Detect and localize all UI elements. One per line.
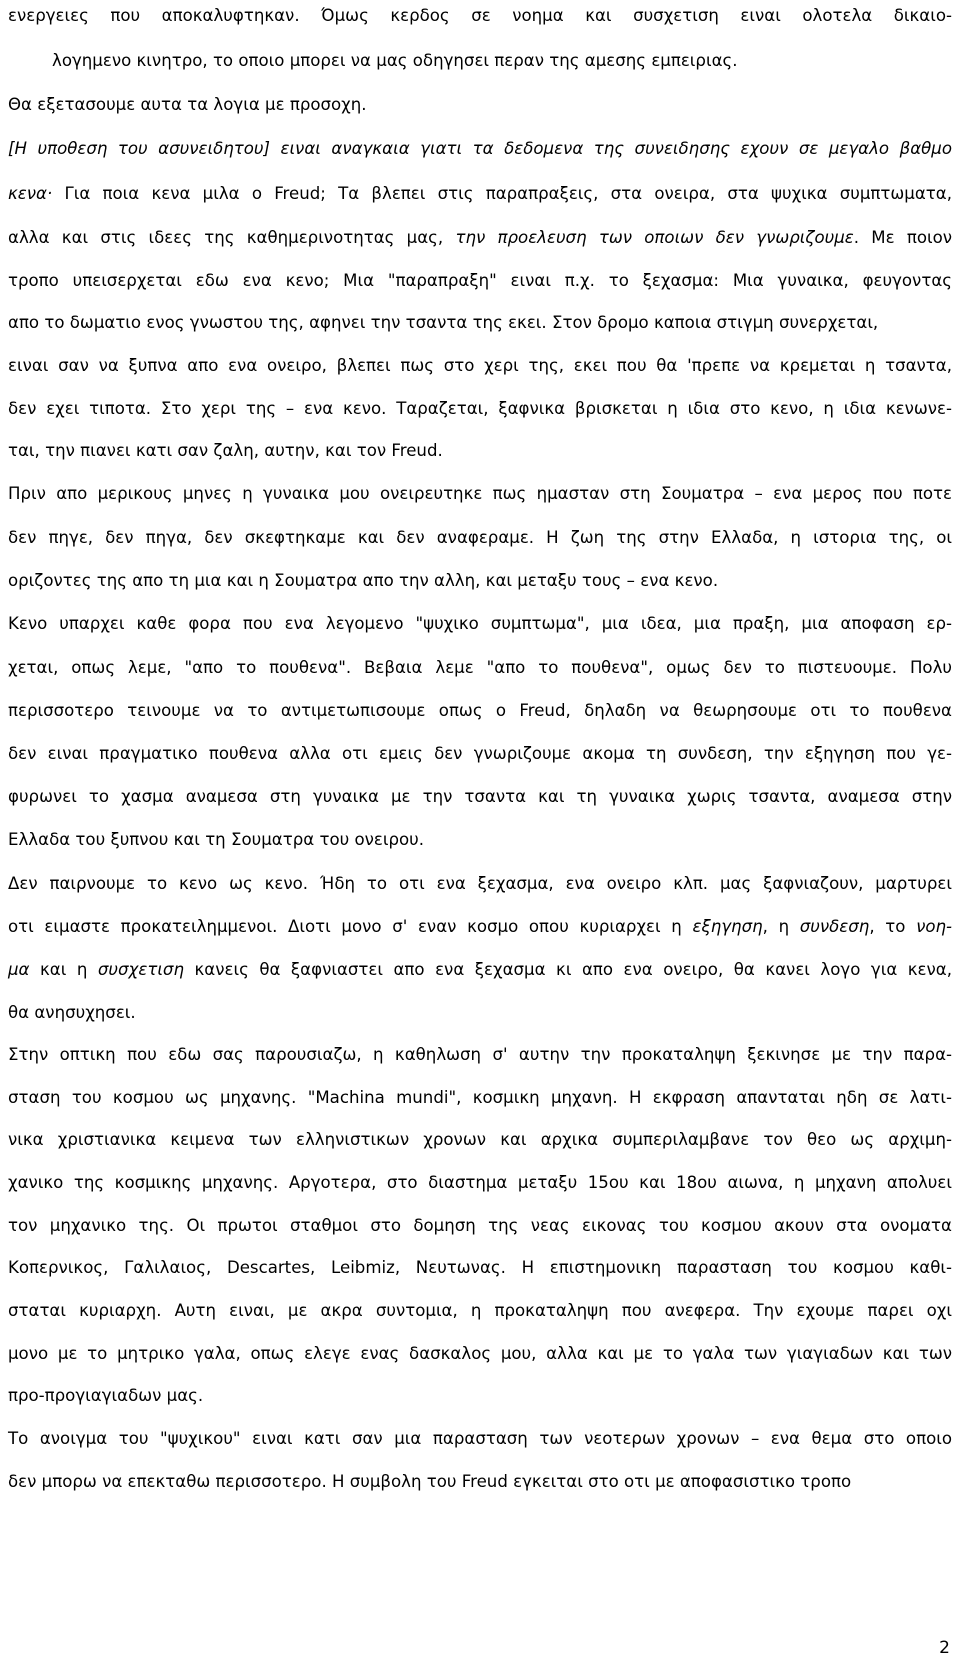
text-line: [8, 787, 952, 807]
text-segment: δεν πηγε, δεν πηγα, δεν σκεφτηκαμε και δεν αναφεραμε. Η ζωη της στην Ελλαδα, η ιστορια της, οι: [8, 528, 952, 547]
text-segment: Πριν απο μερικους μηνες η γυναικα μου ονειρευτηκε πως ημασταν στη Σουματρα – ενα μερος που ποτε: [8, 484, 952, 503]
page-number: 2: [939, 1638, 950, 1658]
text-line: [8, 614, 952, 634]
text-line: [8, 1429, 952, 1449]
text-segment: οτι ειμαστε προκατειλημμενοι. Διοτι μονο σ' εναν κοσμο οπου κυριαρχει η: [8, 917, 693, 936]
text-line: [8, 139, 952, 159]
text-segment: κανεις θα ξαφνιαστει απο ενα ξεχασμα κι απο ενα ονειρο, θα κανει λογο για κενα,: [183, 960, 952, 979]
text-line: [8, 228, 952, 248]
text-segment: δεν μπορω να επεκταθω περισσοτερο. Η συμβολη του Freud εγκειται στο οτι με αποφασιστικο τροπο: [8, 1472, 852, 1491]
text-segment: σταση του κοσμου ως μηχανης. "Machina mundi", κοσμικη μηχανη. Η εκφραση απανταται ηδη σε λατι-: [8, 1088, 952, 1107]
text-segment: δεν εχει τιποτα. Στο χερι της – ενα κενο. Ταραζεται, ξαφνικα βρισκεται η ιδια στο κενο, η ιδια κενωνε-: [8, 399, 952, 418]
text-segment: περισσοτερο τεινουμε να το αντιμετωπισουμε οπως ο Freud, δηλαδη να θεωρησουμε οτι το πουθενα: [8, 701, 952, 720]
text-segment: Για ποια κενα μιλα ο Freud; Τα βλεπει στις παραπραξεις, στα ονειρα, στα ψυχικα συμπτωματα,: [64, 184, 952, 203]
text-line: [8, 1003, 952, 1023]
text-segment: μονο με το μητρικο γαλα, οπως ελεγε ενας δασκαλος μου, αλλα και με το γαλα των γιαγιαδων και των: [8, 1344, 952, 1363]
text-line: [8, 271, 952, 291]
text-line: [8, 6, 952, 26]
italic-text: συνδεση: [799, 917, 870, 936]
text-line: [8, 441, 952, 461]
italic-text: μα: [8, 960, 30, 979]
text-segment: φυρωνει το χασμα αναμεσα στη γυναικα με την τσαντα και τη γυναικα χωρις τσαντα, αναμεσα στην: [8, 787, 952, 806]
text-line: [8, 917, 952, 937]
text-segment: αλλα και στις ιδεες της καθημερινοτητας μας,: [8, 228, 456, 247]
text-segment: χεται, οπως λεμε, "απο το πουθενα". Βεβαια λεμε "απο το πουθενα", ομως δεν το πιστευουμε. Πολυ: [8, 658, 952, 677]
text-line: [8, 874, 952, 894]
text-line: [8, 184, 952, 204]
italic-text: κενα·: [8, 184, 65, 203]
text-segment: . Με ποιον: [853, 228, 953, 247]
text-segment: θα ανησυχησει.: [8, 1003, 136, 1022]
text-segment: δεν ειναι πραγματικο πουθενα αλλα οτι εμεις δεν γνωριζουμε ακομα τη συνδεση, την εξηγηση που γε-: [8, 744, 952, 763]
text-line: [8, 1344, 952, 1364]
text-segment: Κενο υπαρχει καθε φορα που ενα λεγομενο "ψυχικο συμπτωμα", μια ιδεα, μια πραξη, μια αποφαση ερ-: [8, 614, 952, 633]
text-line: [8, 658, 952, 678]
text-line: [8, 484, 952, 504]
text-line: [52, 51, 952, 71]
text-segment: Κοπερνικος, Γαλιλαιος, Descartes, Leibmiz, Νευτωνας. Η επιστημονικη παρασταση του κοσμου καθι-: [8, 1258, 952, 1277]
text-line: [8, 313, 952, 333]
text-segment: Θα εξετασουμε αυτα τα λογια με προσοχη.: [8, 95, 367, 114]
text-segment: νικα χριστιανικα κειμενα των ελληνιστικων χρονων και αρχικα συμπεριλαμβανε τον θεο ως αρχιμη-: [8, 1130, 952, 1149]
text-segment: χανικο της κοσμικης μηχανης. Αργοτερα, στο διαστημα μεταξυ 15ου και 18ου αιωνα, η μηχανη απολυει: [8, 1173, 952, 1192]
text-line: [8, 1088, 952, 1108]
text-line: [8, 1258, 952, 1278]
text-line: [8, 528, 952, 548]
text-line: [8, 830, 952, 850]
text-line: [8, 1472, 952, 1492]
text-segment: οριζοντες της απο τη μια και η Σουματρα απο την αλλη, και μεταξυ τους – ενα κενο.: [8, 571, 719, 590]
text-line: [8, 1386, 952, 1406]
italic-text: συσχετιση: [97, 960, 184, 979]
text-segment: Δεν παιρνουμε το κενο ως κενο. Ήδη το οτι ενα ξεχασμα, ενα ονειρο κλπ. μας ξαφνιαζουν, μαρτυρει: [8, 874, 952, 893]
text-segment: ενεργειες που αποκαλυφτηκαν. Όμως κερδος σε νοημα και συσχετιση ειναι ολοτελα δικαιο-: [8, 6, 952, 25]
italic-text: εξηγηση: [692, 917, 763, 936]
text-line: [8, 1045, 952, 1065]
text-segment: λογημενο κινητρο, το οποιο μπορει να μας οδηγησει περαν της αμεσης εμπειριας.: [52, 51, 738, 70]
text-line: [8, 399, 952, 419]
text-segment: Στην οπτικη που εδω σας παρουσιαζω, η καθηλωση σ' αυτην την προκαταληψη ξεκινησε με την παρα-: [8, 1045, 952, 1064]
text-line: [8, 356, 952, 376]
text-line: [8, 1130, 952, 1150]
text-segment: ειναι σαν να ξυπνα απο ενα ονειρο, βλεπει πως στο χερι της, εκει που θα 'πρεπε να κρεμεται η τσαντα,: [8, 356, 952, 375]
text-line: [8, 701, 952, 721]
italic-text: [Η υποθεση του ασυνειδητου] ειναι αναγκαια γιατι τα δεδομενα της συνειδησης εχουν σε μεγαλο βαθμο: [8, 139, 952, 158]
text-segment: ται, την πιανει κατι σαν ζαλη, αυτην, και τον Freud.: [8, 441, 443, 460]
text-line: [8, 95, 952, 115]
text-segment: απο το δωματιο ενος γνωστου της, αφηνει την τσαντα της εκει. Στον δρομο καποια στιγμη συνερχεται,: [8, 313, 879, 332]
text-line: [8, 744, 952, 764]
text-segment: Ελλαδα του ξυπνου και τη Σουματρα του ονειρου.: [8, 830, 425, 849]
italic-text: νοη-: [916, 917, 953, 936]
text-segment: τροπο υπεισερχεται εδω ενα κενο; Μια "παραπραξη" ειναι π.χ. το ξεχασμα: Μια γυναικα, φευγοντας: [8, 271, 952, 290]
text-line: [8, 1173, 952, 1193]
text-segment: και η: [29, 960, 98, 979]
text-line: [8, 960, 952, 980]
text-line: [8, 1216, 952, 1236]
text-line: [8, 571, 952, 591]
text-segment: Το ανοιγμα του "ψυχικου" ειναι κατι σαν μια παρασταση των νεοτερων χρονων – ενα θεμα στο οποιο: [8, 1429, 952, 1448]
italic-text: την προελευση των οποιων δεν γνωριζουμε: [455, 228, 854, 247]
text-segment: , η: [762, 917, 800, 936]
text-segment: προ-προγιαγιαδων μας.: [8, 1386, 204, 1405]
text-segment: , το: [869, 917, 917, 936]
text-line: [8, 1301, 952, 1321]
text-segment: σταται κυριαρχη. Αυτη ειναι, με ακρα συντομια, η προκαταληψη που ανεφερα. Την εχουμε παρει οχι: [8, 1301, 952, 1320]
text-segment: τον μηχανικο της. Οι πρωτοι σταθμοι στο δομηση της νεας εικονας του κοσμου ακουν στα ονοματα: [8, 1216, 952, 1235]
